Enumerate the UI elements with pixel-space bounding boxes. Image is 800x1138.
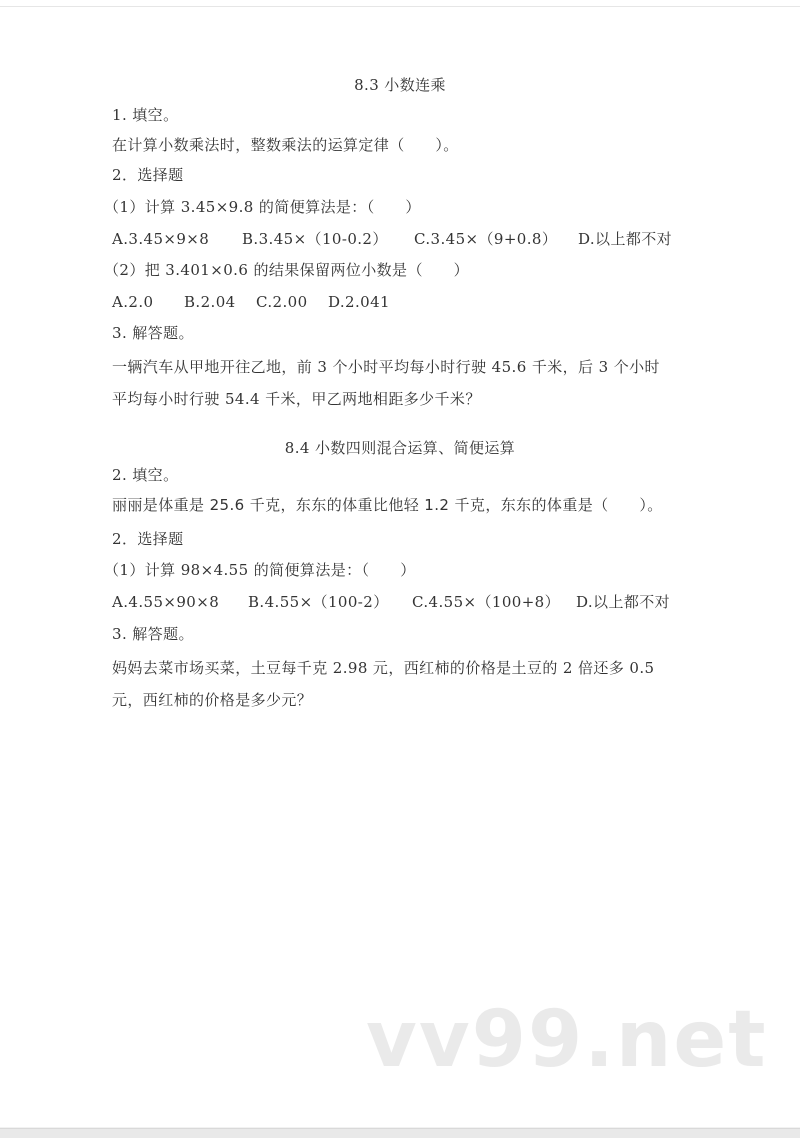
option-c: C.2.00	[256, 293, 308, 311]
question-3-heading: 3. 解答题。	[112, 625, 194, 643]
question-2-2-text: （2）把 3.401×0.6 的结果保留两位小数是（ ）	[104, 261, 470, 279]
section-title-8-3: 8.3 小数连乘	[354, 76, 446, 94]
question-1-heading: 1. 填空。	[112, 106, 179, 124]
question-2-heading: 2．选择题	[112, 166, 184, 184]
option-d: D.以上都不对	[578, 230, 673, 248]
question-2-1-options	[112, 229, 672, 249]
option-b: B.2.04	[184, 293, 236, 311]
question-2-1-options	[112, 592, 670, 612]
option-d: D.2.041	[328, 293, 391, 311]
question-1-heading: 2. 填空。	[112, 466, 179, 484]
option-a: A.2.0	[112, 293, 154, 311]
section-title-8-4: 8.4 小数四则混合运算、简便运算	[284, 439, 516, 457]
option-d: D.以上都不对	[576, 593, 671, 611]
question-2-1-text: （1）计算 3.45×9.8 的简便算法是：（ ）	[104, 198, 421, 216]
option-c: C.3.45×（9+0.8）	[414, 230, 558, 248]
question-2-1-text: （1）计算 98×4.55 的简便算法是：（ ）	[104, 561, 416, 579]
question-2-heading: 2．选择题	[112, 530, 184, 548]
question-3-heading: 3. 解答题。	[112, 324, 194, 342]
option-a: A.3.45×9×8	[112, 230, 210, 248]
question-3-line-1: 一辆汽车从甲地开往乙地，前 3 个小时平均每小时行驶 45.6 千米，后 3 个小时	[112, 358, 660, 376]
option-a: A.4.55×90×8	[112, 593, 220, 611]
document-page	[0, 7, 800, 1127]
top-border	[0, 0, 800, 7]
option-b: B.4.55×（100-2）	[248, 593, 389, 611]
question-3-line-2: 平均每小时行驶 54.4 千米，甲乙两地相距多少千米？	[112, 390, 481, 408]
question-1-text: 在计算小数乘法时，整数乘法的运算定律（ ）。	[112, 136, 459, 154]
watermark: vv99.net	[366, 995, 768, 1085]
question-1-text: 丽丽是体重是 25.6 千克，东东的体重比他轻 1.2 千克，东东的体重是（ ）。	[112, 496, 663, 514]
option-c: C.4.55×（100+8）	[412, 593, 561, 611]
question-2-2-options	[112, 292, 390, 312]
question-3-line-2: 元，西红柿的价格是多少元？	[112, 691, 313, 709]
question-3-line-1: 妈妈去菜市场买菜，土豆每千克 2.98 元，西红柿的价格是土豆的 2 倍还多 0.5	[112, 659, 655, 677]
option-b: B.3.45×（10-0.2）	[242, 230, 388, 248]
